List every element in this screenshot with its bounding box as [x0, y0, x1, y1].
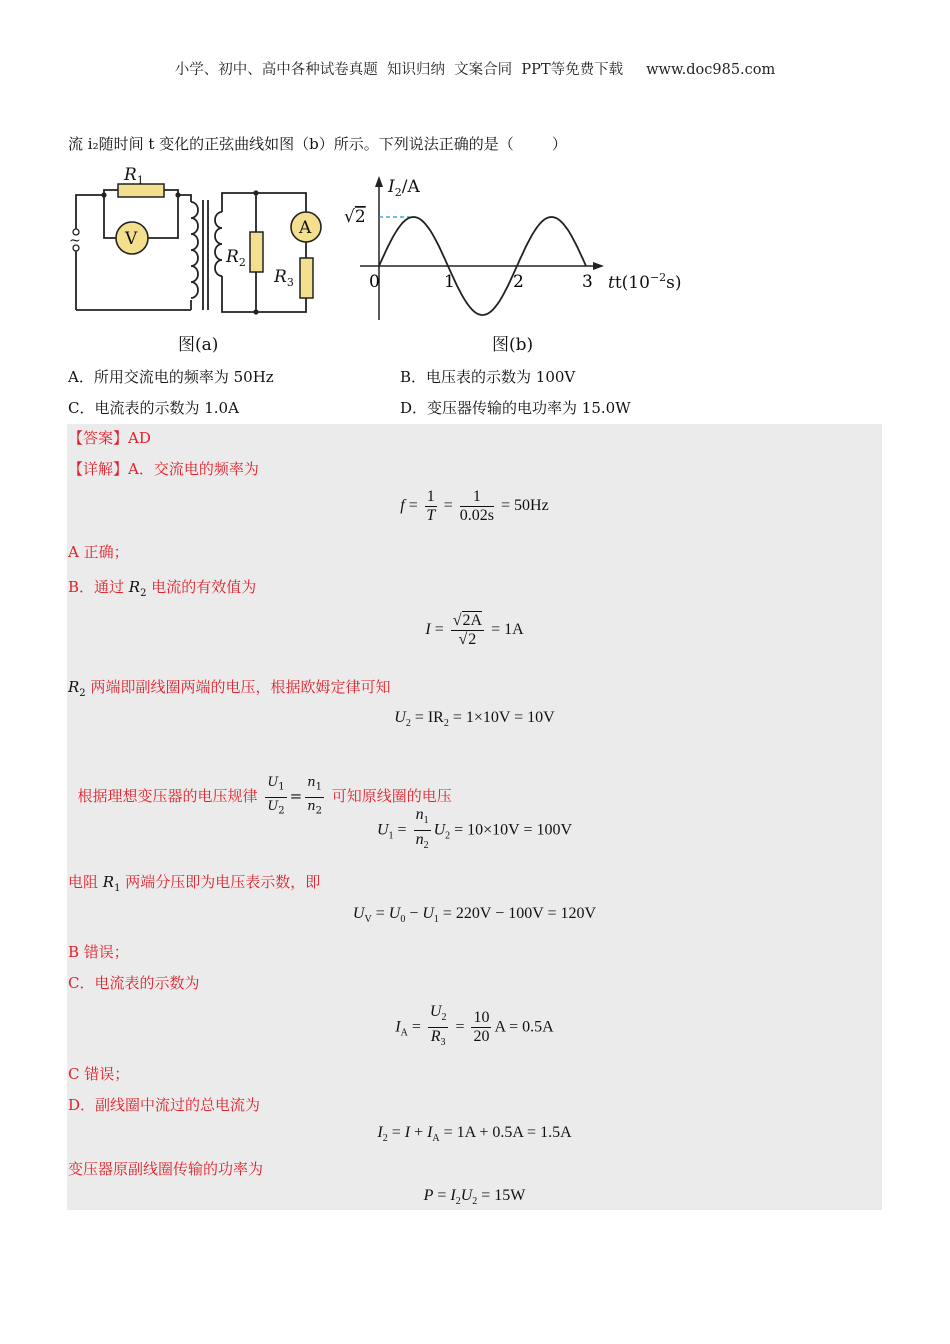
formula-ammeter: $I_A$ = $\frac{U_2}{R_3}$ = $\frac{10}{20}$ A = 0.5A: [395, 1003, 554, 1049]
x-axis-arrow: [593, 262, 604, 270]
c-intro: C．电流表的示数为: [68, 974, 200, 992]
formula-frequency: f = $\frac{1}{T}$ = $\frac{1}{0.02s}$ = 50Hz: [400, 488, 549, 524]
option-c: C．电流表的示数为 1.0A: [68, 399, 239, 417]
r1-text: 电阻 $R_1$ 两端分压即为电压表示数，即: [68, 873, 321, 894]
r1-label: R: [124, 165, 137, 185]
y-peak-label: √2: [344, 207, 366, 227]
current-waveform-chart: [340, 160, 682, 355]
x-tick-label: 3: [582, 272, 593, 292]
x-axis-unit: s): [666, 273, 682, 293]
option-d: D．变压器传输的电功率为 15.0W: [400, 399, 631, 417]
x-tick-label: 2: [513, 272, 524, 292]
circuit-diagram: [66, 160, 326, 355]
question-text: 流 i₂随时间 t 变化的正弦曲线如图（b）所示。下列说法正确的是（ ）: [68, 135, 567, 153]
svg-text:R1: $R_1$: [124, 165, 144, 187]
svg-text:tt(10−2s): $tt(10^{-2}s)$: [608, 271, 682, 293]
svg-text:I2/A: $I_2/A$: [388, 177, 420, 199]
svg-text:R3: $R_3$: [274, 267, 294, 289]
option-a: A．所用交流电的频率为 50Hz: [68, 368, 274, 386]
x-tick-label: 1: [444, 272, 455, 292]
a-correct: A 正确；: [68, 543, 129, 561]
voltmeter-label: V: [125, 229, 138, 249]
answer-line: 【答案】AD: [68, 429, 151, 447]
x-axis-label: t(10: [614, 273, 650, 293]
b-intro: B．通过 $R_2$ 电流的有效值为: [68, 578, 257, 599]
svg-text:R2: $R_2$: [226, 247, 246, 269]
formula-u1: $U_1$ = $\frac{n_1}{n_2}$ $U_2 = 10\times 10V = 100V$: [376, 806, 573, 852]
figure-a-caption: 图(a): [178, 335, 219, 355]
detail-line-a: 【详解】A．交流电的频率为: [68, 460, 259, 478]
option-b: B．电压表的示数为 100V: [400, 368, 576, 386]
y-axis-arrow: [375, 176, 383, 187]
formula-power: $P = I_2U_2 = 15W$: [423, 1187, 526, 1208]
ammeter-label: A: [299, 218, 312, 238]
figure-b-caption: 图(b): [492, 335, 534, 355]
formula-u2: $U_2 = IR_2 = 1\times 10V = 10V$: [394, 709, 555, 730]
formula-total-current: $I_2 = I + I_A = 1A + 0.5A = 1.5A$: [377, 1124, 572, 1145]
c-wrong: C 错误；: [68, 1065, 130, 1083]
r3-label: R: [274, 267, 287, 287]
x-axis-exponent: −2: [649, 271, 667, 284]
ac-source-label: ~: [69, 233, 81, 249]
d-power-text: 变压器原副线圈传输的功率为: [68, 1160, 264, 1178]
y-axis-label-i: I: [388, 177, 395, 197]
voltage-ratio-text: 根据理想变压器的电压规律 $\frac{U_1}{U_2}$ = $\frac{n_1}{n_2}$ 可知原线圈的电压: [77, 775, 452, 817]
page-header: 小学、初中、高中各种试卷真题 知识归纳 文案合同 PPT等免费下载 www.doc985.com: [174, 62, 776, 78]
formula-uv: $U_V = U_0 - U_1 = 220V - 100V = 120V$: [352, 905, 597, 926]
r2-voltage-text: $R_2$ 两端即副线圈两端的电压，根据欧姆定律可知: [68, 678, 391, 699]
r2-label: R: [226, 247, 239, 267]
d-intro: D．副线圈中流过的总电流为: [68, 1096, 261, 1114]
y-axis-label-unit: /A: [401, 177, 420, 197]
x-tick-label: 0: [369, 272, 380, 292]
formula-effective-current: I = $\frac{√2A}{√2}$ = 1A: [425, 612, 524, 648]
b-wrong: B 错误；: [68, 943, 129, 961]
